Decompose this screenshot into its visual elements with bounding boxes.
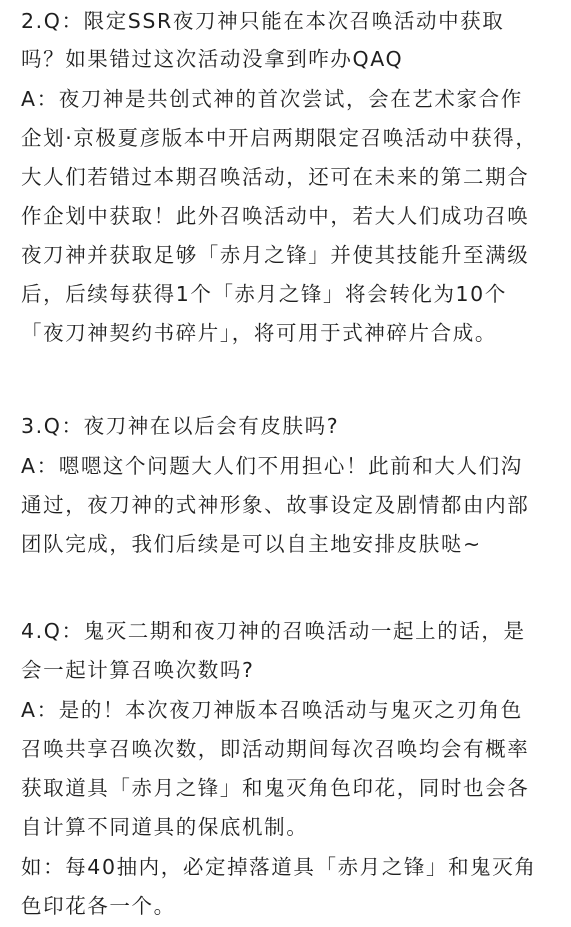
q2-question-line-2: 吗？如果错过这次活动没拿到咋办QAQ: [21, 47, 404, 71]
q4-answer-line-4: 自计算不同道具的保底机制。: [21, 815, 309, 839]
q4-answer-line-2: 召唤共享召唤次数，即活动期间每次召唤均会有概率: [21, 737, 530, 761]
q3-answer-line-2: 通过，夜刀神的式神形象、故事设定及剧情都由内部: [21, 493, 530, 517]
q4-question-line-1: 4.Q：鬼灭二期和夜刀神的召唤活动一起上的话，是: [21, 619, 526, 643]
q4-example-line-1: 如：每40抽内，必定掉落道具「赤月之锋」和鬼灭角: [21, 855, 537, 879]
q3-answer-line-3: 团队完成，我们后续是可以自主地安排皮肤哒~: [21, 532, 482, 556]
q4-answer-line-3: 获取道具「赤月之锋」和鬼灭角色印花，同时也会各: [21, 776, 530, 800]
q2-answer-line-5: 夜刀神并获取足够「赤月之锋」并使其技能升至满级: [21, 243, 530, 267]
q4-answer-line-1: A：是的！本次夜刀神版本召唤活动与鬼灭之刃角色: [21, 698, 523, 722]
q3-answer-line-1: A：嗯嗯这个问题大人们不用担心！此前和大人们沟: [21, 454, 523, 478]
q4-example-line-2: 色印花各一个。: [21, 894, 176, 918]
q2-answer-line-3: 大人们若错过本期召唤活动，还可在未来的第二期合: [21, 165, 530, 189]
q2-answer-line-6: 后，后续每获得1个「赤月之锋」将会转化为10个: [21, 282, 507, 306]
q4-question-line-2: 会一起计算召唤次数吗?: [21, 658, 255, 682]
q2-answer-line-7: 「夜刀神契约书碎片」，将可用于式神碎片合成。: [21, 321, 497, 345]
q2-question-line-1: 2.Q：限定SSR夜刀神只能在本次召唤活动中获取: [21, 9, 505, 33]
q2-answer-line-4: 作企划中获取！此外召唤活动中，若大人们成功召唤: [21, 204, 530, 228]
q3-question-line-1: 3.Q：夜刀神在以后会有皮肤吗?: [21, 414, 340, 438]
q2-answer-line-2: 企划·京极夏彦版本中开启两期限定召唤活动中获得，: [21, 126, 538, 150]
q2-answer-line-1: A：夜刀神是共创式神的首次尝试，会在艺术家合作: [21, 87, 523, 111]
